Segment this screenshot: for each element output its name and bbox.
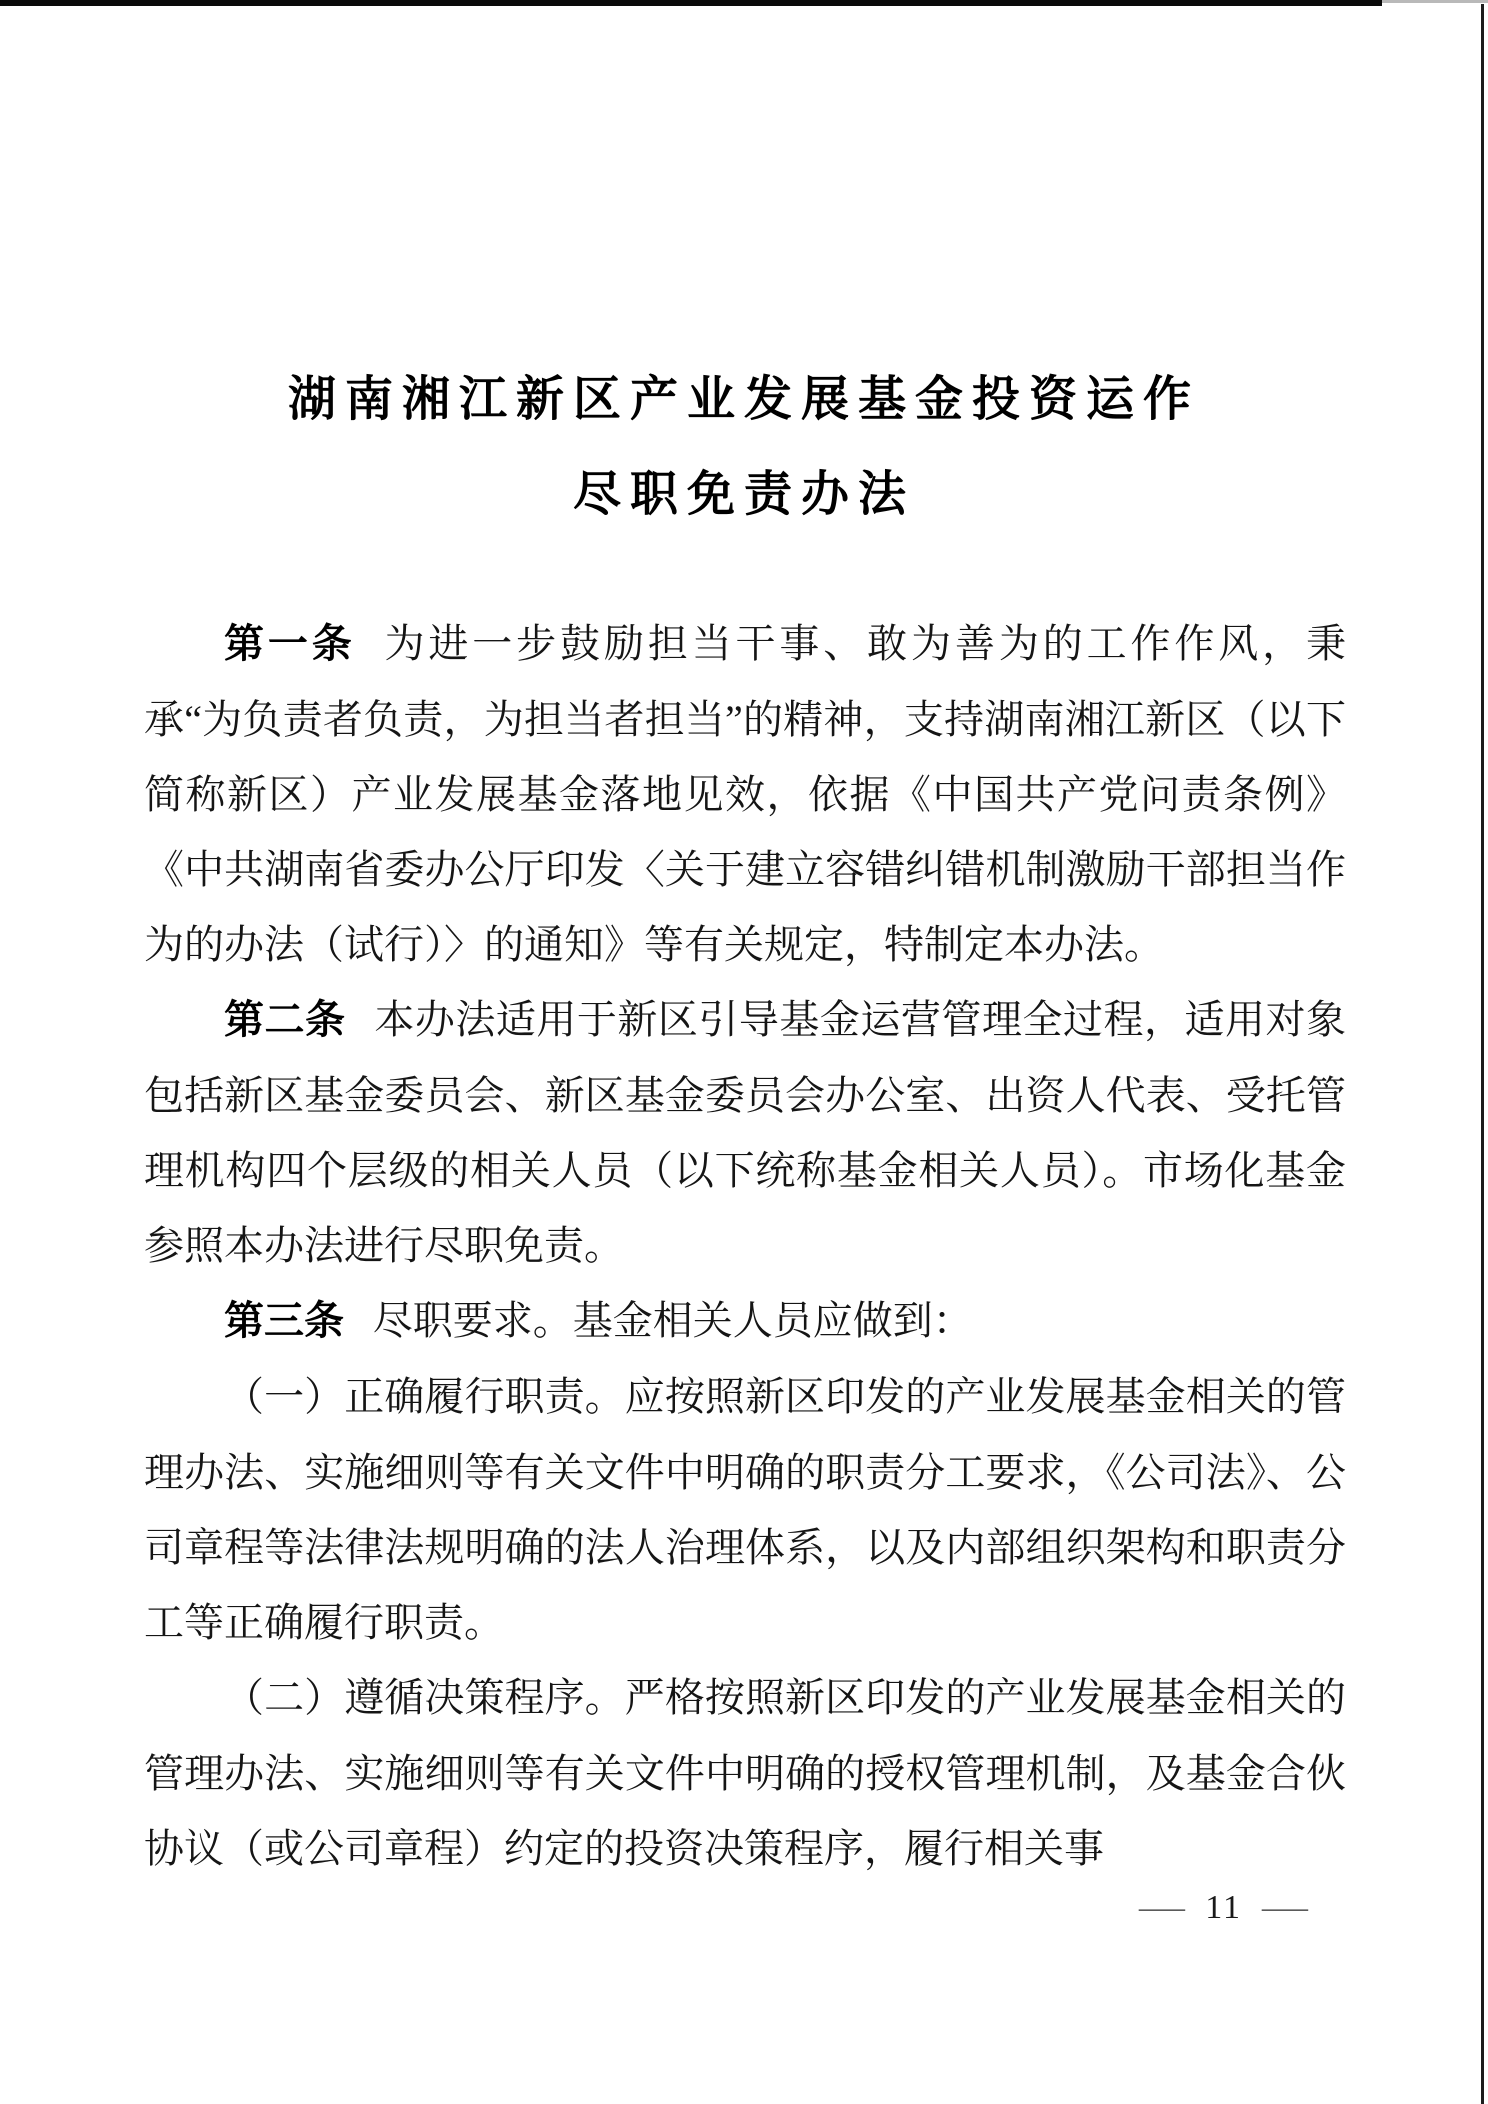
document-body [144,606,1346,1886]
clause-1-text: （一）正确履行职责。应按照新区印发的产业发展基金相关的管理办法、实施细则等有关文件中明确的职责分工要求，《公司法》、公司章程等法律法规明确的法人治理体系，以及内部组织架构和职责分工等正确履行职责。 [144,1374,1346,1645]
article-3-number: 第三条 [224,1299,344,1343]
clause-2-text: （二）遵循决策程序。严格按照新区印发的产业发展基金相关的管理办法、实施细则等有关文件中明确的授权管理机制，及基金合伙协议（或公司章程）约定的投资决策程序，履行相关事 [144,1675,1346,1871]
scan-artifact-right-line [1481,4,1484,2104]
scan-artifact-top-bar [0,0,1382,6]
article-3-text: 尽职要求。基金相关人员应做到： [372,1298,973,1343]
article-1-number: 第一条 [224,622,356,666]
scan-artifact-top-bar-light [1382,0,1488,3]
footer-dash-left: — [1139,1889,1186,1926]
footer-dash-right: — [1262,1889,1308,1926]
document-title [0,352,1488,542]
article-1-text: 为进一步鼓励担当干事、敢为善为的工作作风，秉承“为负责者负责，为担当者担当”的精神，支持湖南湘江新区（以下简称新区）产业发展基金落地见效，依据《中国共产党问责条例》《中共湖南省委办公厅印发〈关于建立容错纠错机制激励干部担当作为的办法（试行）〉的通知》等有关规定，特制定本办法。 [144,621,1347,967]
clause-2-paragraph [144,1660,1346,1886]
article-1-paragraph [144,606,1346,982]
title-line-1: 湖南湘江新区产业发展基金投资运作 [287,373,1200,426]
article-2-paragraph [144,982,1346,1283]
title-line-2: 尽职免责办法 [572,468,915,521]
article-3-paragraph [144,1283,1346,1359]
page-footer [1139,1889,1308,1927]
article-2-text: 本办法适用于新区引导基金运营管理全过程，适用对象包括新区基金委员会、新区基金委员会办公室、出资人代表、受托管理机构四个层级的相关人员（以下统称基金相关人员）。市场化基金参照本办法进行尽职免责。 [144,997,1347,1268]
page-number: 11 [1205,1889,1242,1926]
article-2-number: 第二条 [224,998,346,1042]
clause-1-paragraph [144,1359,1346,1660]
